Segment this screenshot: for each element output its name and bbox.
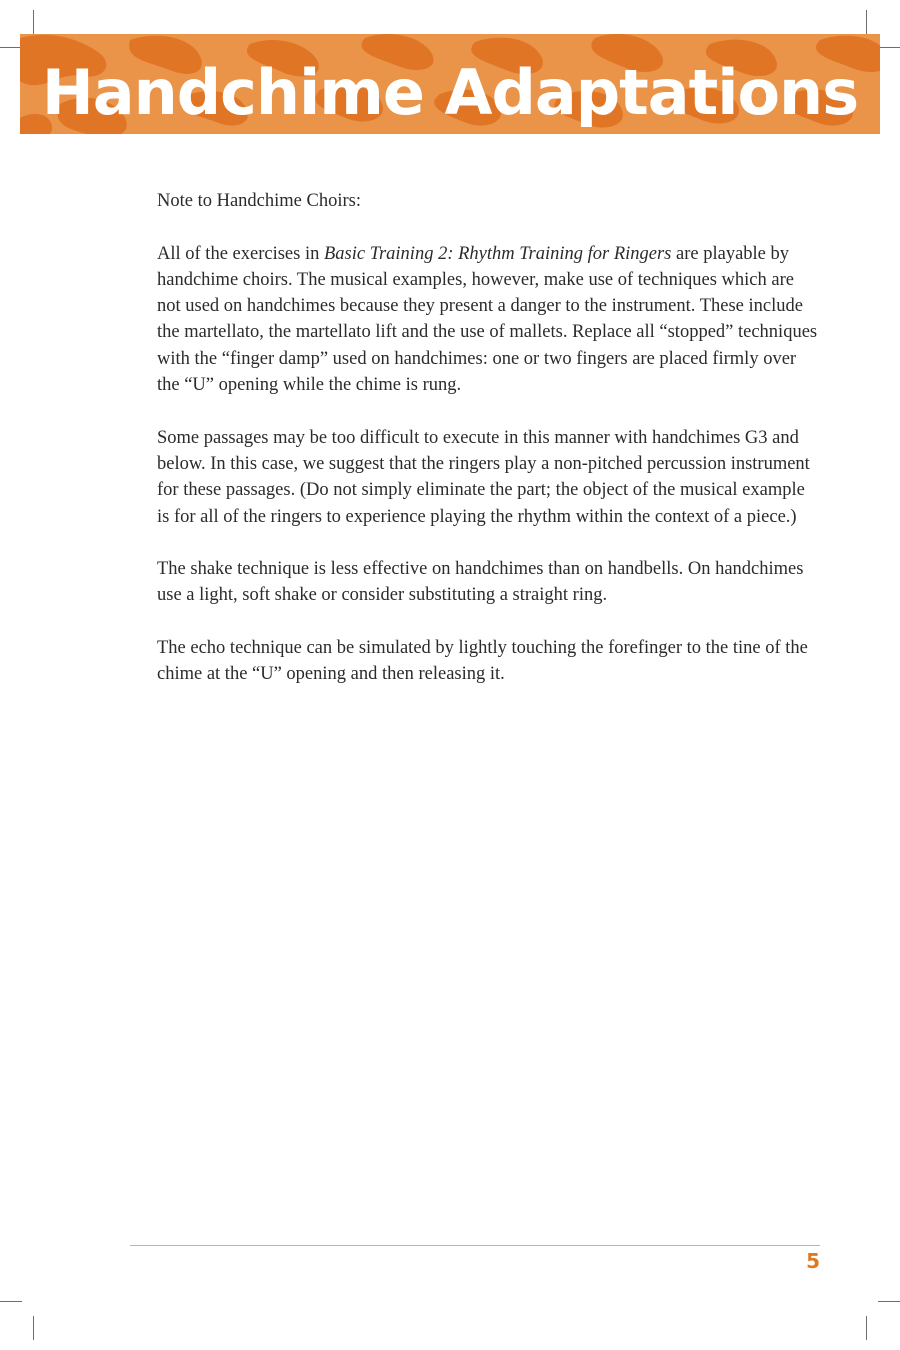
article-body [157,188,821,714]
crop-mark-top-right-vertical [866,10,867,34]
crop-mark-bottom-left-horizontal [0,1301,22,1302]
crop-mark-bottom-right-horizontal [878,1301,900,1302]
paragraph-1 [157,241,821,399]
paragraph-1-rest: are playable by handchime choirs. The musical examples, however, make use of techniques which are not used on handchimes because they present a danger to the instrument. These include the martellato, the martellato lift and the use of mallets. Replace all “stopped” techniques with the “finger damp” used on handchimes: one or two fingers are placed firmly over the “U” opening while the chime is rung. [157,243,818,396]
paragraph-2: Some passages may be too difficult to execute in this manner with handchimes G3 and below. In this case, we suggest that the ringers play a non-pitched percussion instrument for these passages. (Do not simply eliminate the part; the object of the musical example is for all of the ringers to experience playing the rhythm within the context of a piece.) [157,427,810,527]
crop-mark-bottom-left-vertical [33,1316,34,1340]
crop-mark-top-left-vertical [33,10,34,34]
page-title: Handchime Adaptations [41,56,859,129]
paragraph-3: The shake technique is less effective on handchimes than on handbells. On handchimes use a light, soft shake or consider substituting a straight ring. [157,559,804,606]
crop-mark-top-right-horizontal [878,47,900,48]
page-number: 5 [806,1249,820,1273]
crop-mark-bottom-right-vertical [866,1316,867,1340]
note-heading: Note to Handchime Choirs: [157,191,361,211]
paragraph-1-intro: All of the exercises in [157,243,324,264]
book-title: Basic Training 2: Rhythm Training for Ringers [323,243,672,264]
paragraph-4: The echo technique can be simulated by lightly touching the forefinger to the tine of the chime at the “U” opening and then releasing it. [157,638,808,685]
footer-divider [130,1245,820,1246]
header-banner [20,34,880,134]
crop-mark-top-left-horizontal [0,47,22,48]
